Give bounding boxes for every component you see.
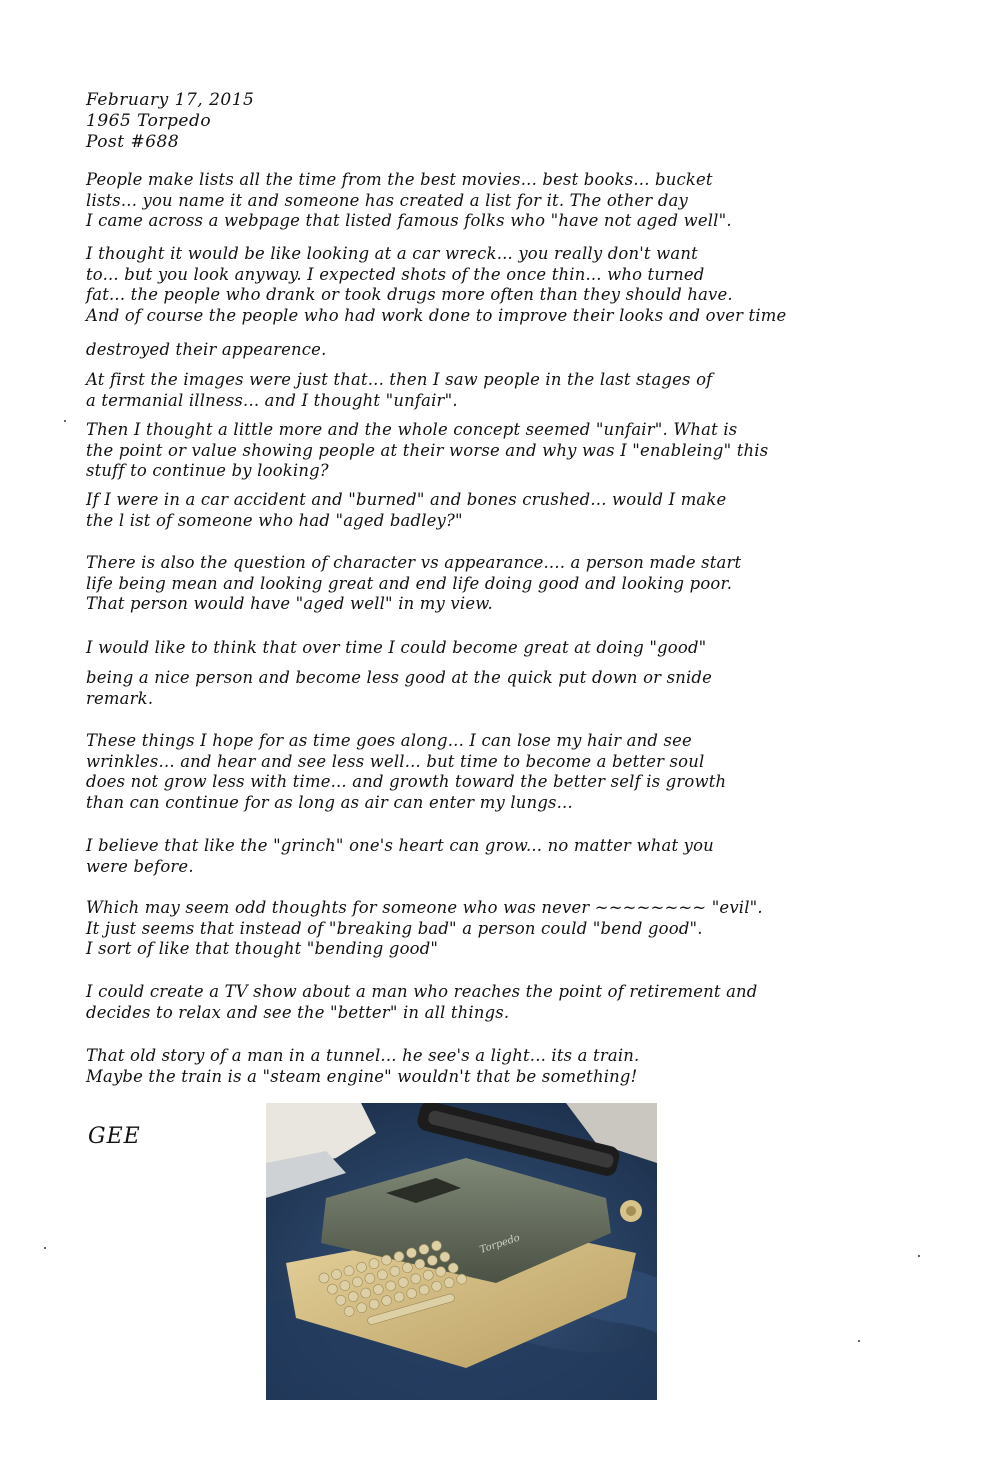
text-line: fat... the people who drank or took drugs more often than they should have. [86,285,733,304]
text-line: a termanial illness... and I thought "unfair". [86,390,458,410]
text-line: were before. [86,856,194,876]
text-line: If I were in a car accident and "burned" and bones crushed... would I make [86,490,727,509]
typewriter-brand: Torpedo [478,1232,522,1256]
paper-speck [858,1340,860,1342]
paragraph-2 [86,244,946,326]
text-line: I believe that like the "grinch" one's heart can grow... no matter what you [86,836,714,855]
text-line: the point or value showing people at their worse and why was I "enableing" this [86,440,769,460]
paragraph-12 [86,898,946,960]
paragraph-13 [86,982,946,1023]
text-line: than can continue for as long as air can enter my lungs... [86,792,573,812]
text-line: I would like to think that over time I could become great at doing "good" [86,638,707,657]
letter-header [86,90,254,153]
text-line: There is also the question of character vs appearance.... a person made start [86,553,742,572]
paragraph-6 [86,490,946,531]
text-line: Then I thought a little more and the whole concept seemed "unfair". What is [86,420,738,439]
paragraph-14 [86,1046,946,1087]
text-line: remark. [86,688,154,708]
typewriter-photo [266,1103,657,1400]
text-line: It just seems that instead of "breaking bad" a person could "bend good". [86,918,703,938]
text-line: being a nice person and become less good at the quick put down or snide [86,668,713,687]
text-line: Which may seem odd thoughts for someone who was never ~~~~~~~~ "evil". [86,898,763,917]
text-line: the l ist of someone who had "aged badley?" [86,510,463,530]
paper-speck [64,420,66,422]
text-line: And of course the people who had work done to improve their looks and over time [86,305,787,325]
text-line: wrinkles... and hear and see less well... but time to become a better soul [86,751,705,771]
text-line: lists... you name it and someone has created a list for it. The other day [86,190,688,210]
text-line: At first the images were just that... then I saw people in the last stages of [86,370,713,389]
signature: GEE [88,1124,141,1149]
text-line: That old story of a man in a tunnel... he see's a light... its a train. [86,1046,640,1065]
text-line: destroyed their appearence. [86,340,327,359]
text-line: Maybe the train is a "steam engine" wouldn't that be something! [86,1066,638,1086]
text-line: to... but you look anyway. I expected shots of the once thin... who turned [86,264,705,284]
text-line: These things I hope for as time goes along... I can lose my hair and see [86,731,692,750]
paper-speck [918,1255,920,1257]
text-line: decides to relax and see the "better" in all things. [86,1002,510,1022]
text-line: People make lists all the time from the best movies... best books... bucket [86,170,713,189]
text-line: I could create a TV show about a man who reaches the point of retirement and [86,982,758,1001]
paragraph-1 [86,170,946,232]
paragraph-8 [86,638,946,659]
paragraph-11 [86,836,946,877]
text-line: stuff to continue by looking? [86,461,329,480]
paragraph-9 [86,668,946,709]
paper-speck [44,1247,46,1249]
paragraph-7 [86,553,946,615]
letter-date: February 17, 2015 [86,90,255,110]
paragraph-5 [86,420,946,482]
letter-post-number: Post #688 [86,132,180,152]
paragraph-4 [86,370,946,411]
paragraph-3 [86,340,946,361]
text-line: That person would have "aged well" in my view. [86,594,493,613]
text-line: does not grow less with time... and growth toward the better self is growth [86,772,727,791]
letter-machine: 1965 Torpedo [86,111,212,131]
paragraph-10 [86,731,946,813]
text-line: I came across a webpage that listed famous folks who "have not aged well". [86,211,732,230]
text-line: I thought it would be like looking at a car wreck... you really don't want [86,244,698,263]
text-line: I sort of like that thought "bending good" [86,939,439,958]
typewriter-illustration [266,1103,657,1400]
text-line: life being mean and looking great and end life doing good and looking poor. [86,573,733,593]
